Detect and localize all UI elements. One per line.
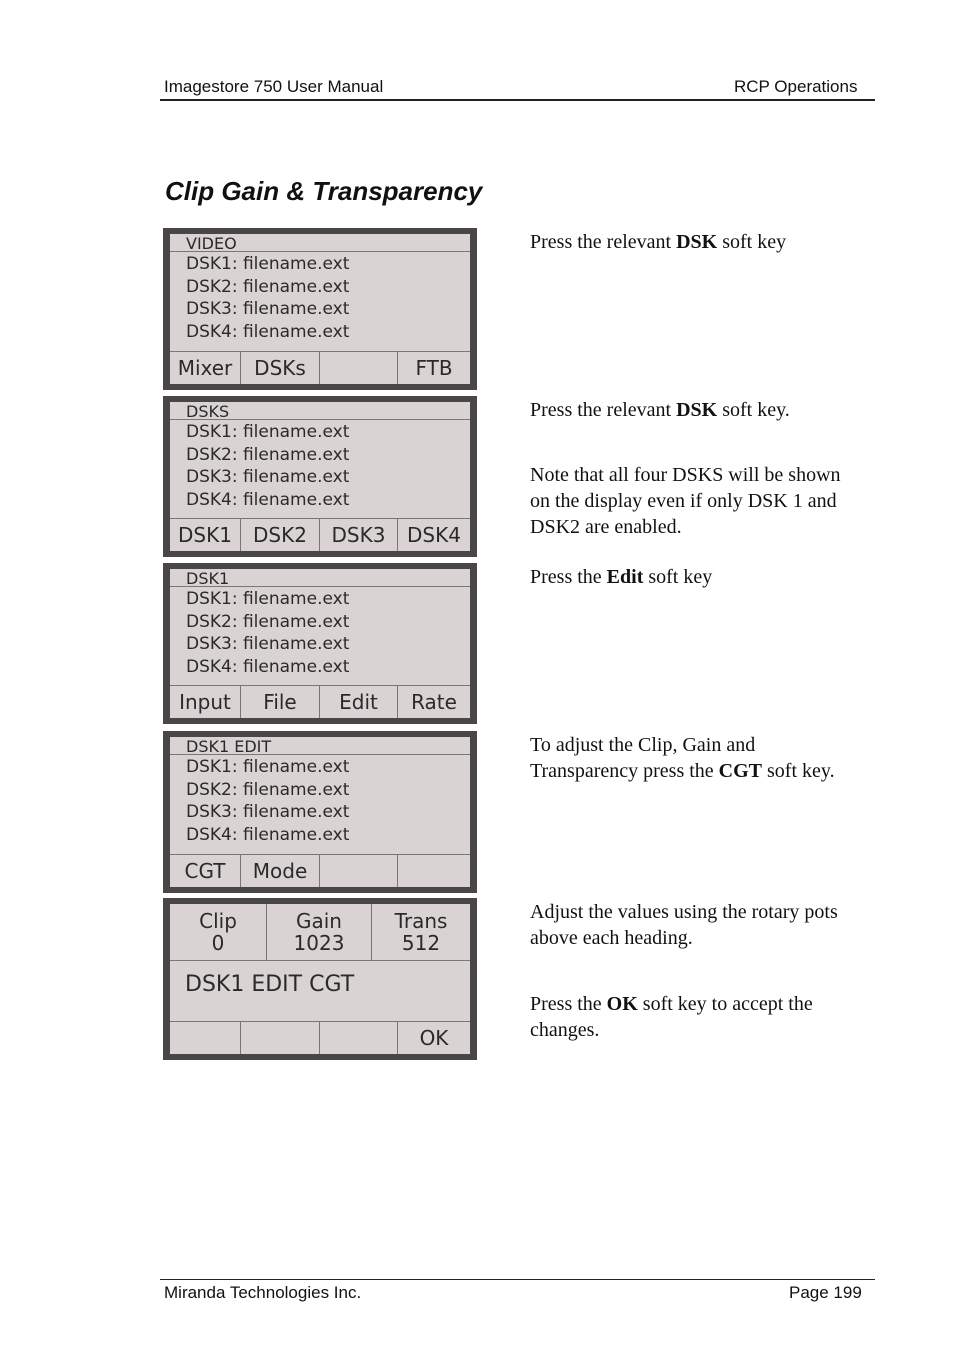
soft-key-blank[interactable] [170, 1022, 241, 1054]
lcd-title: VIDEO [170, 234, 470, 252]
soft-key-blank[interactable] [320, 352, 398, 384]
running-header-title: Imagestore 750 User Manual [164, 77, 384, 96]
clip-pot[interactable] [170, 904, 267, 960]
instruction-note: Note that all four DSKS will be shown on the display even if only DSK 1 and DSK2 are enabled. [530, 464, 841, 538]
lcd-line: DSK2: filename.ext [186, 444, 350, 465]
instruction-1: Press the relevant DSK soft key [530, 231, 787, 253]
lcd-line: DSK1: filename.ext [186, 589, 350, 609]
soft-key-dsk3[interactable]: DSK3 [320, 519, 398, 551]
soft-key-edit[interactable]: Edit [320, 686, 398, 718]
lcd-line: DSK2: filename.ext [186, 276, 350, 297]
lcd-screen [170, 402, 470, 551]
soft-key-dsk2[interactable]: DSK2 [241, 519, 320, 551]
lcd-panel-dsk1 [163, 563, 477, 724]
lcd-line: DSK2: filename.ext [186, 779, 350, 800]
soft-key-dsk4[interactable]: DSK4 [407, 523, 461, 547]
lcd-title: DSK1 [170, 569, 470, 587]
soft-key-row [170, 351, 470, 384]
trans-label: Trans [394, 909, 448, 933]
instruction-2: Press the relevant DSK soft key. [530, 399, 790, 421]
lcd-line: DSK1: filename.ext [186, 757, 350, 777]
soft-key-dsk1[interactable]: DSK1 [170, 519, 241, 551]
lcd-line: DSK3: filename.ext [186, 634, 350, 654]
soft-key-ftb[interactable]: FTB [415, 356, 453, 380]
lcd-panel-video [163, 228, 477, 390]
lcd-panel-cgt [163, 898, 477, 1060]
instruction-6: Press the OK soft key to accept the changes. [530, 993, 813, 1041]
instruction-5: Adjust the values using the rotary pots above each heading. [530, 901, 838, 949]
lcd-line: DSK4: filename.ext [186, 824, 350, 845]
soft-key-dsks[interactable]: DSKs [241, 352, 320, 384]
trans-value: 512 [401, 931, 441, 955]
gain-pot[interactable] [267, 904, 372, 960]
soft-key-input[interactable]: Input [170, 686, 241, 718]
lcd-line: DSK4: filename.ext [186, 656, 350, 677]
soft-key-row [170, 685, 470, 718]
gain-label: Gain [296, 909, 342, 933]
soft-key-row [170, 518, 470, 551]
soft-key-blank[interactable] [320, 1022, 398, 1054]
soft-key-rate[interactable]: Rate [411, 690, 457, 714]
lcd-line: DSK3: filename.ext [186, 467, 350, 487]
footer-page-number: Page 199 [789, 1283, 862, 1302]
soft-key-row [170, 854, 470, 887]
clip-label: Clip [199, 909, 237, 933]
instruction-3: Press the Edit soft key [530, 566, 713, 588]
instruction-4: To adjust the Clip, Gain and Transparency press the CGT soft key. [530, 734, 835, 782]
lcd-line: DSK4: filename.ext [186, 321, 350, 342]
lcd-title: DSKS [170, 402, 470, 420]
lcd-line: DSK3: filename.ext [186, 802, 350, 822]
lcd-line: DSK4: filename.ext [186, 489, 350, 510]
lcd-screen [170, 904, 470, 1054]
lcd-title: DSK1 EDIT CGT [185, 972, 355, 997]
soft-key-mode[interactable]: Mode [241, 855, 320, 887]
header-rule [160, 99, 875, 101]
trans-pot[interactable] [372, 904, 470, 960]
lcd-screen [170, 569, 470, 718]
lcd-lines [186, 421, 349, 511]
lcd-panel-dsks [163, 396, 477, 557]
section-title: Clip Gain & Transparency [165, 176, 483, 206]
cgt-parameter-row [170, 904, 470, 961]
soft-key-blank[interactable] [398, 855, 470, 887]
lcd-line: DSK3: filename.ext [186, 299, 350, 319]
lcd-lines [186, 588, 349, 678]
soft-key-blank[interactable] [320, 855, 398, 887]
running-header-section: RCP Operations [734, 77, 858, 96]
lcd-line: DSK1: filename.ext [186, 254, 350, 274]
lcd-lines [186, 253, 349, 343]
soft-key-blank[interactable] [241, 1022, 320, 1054]
clip-value: 0 [211, 931, 225, 955]
lcd-screen [170, 234, 470, 384]
soft-key-file[interactable]: File [241, 686, 320, 718]
footer-company: Miranda Technologies Inc. [164, 1283, 362, 1302]
lcd-title: DSK1 EDIT [170, 737, 470, 755]
lcd-panel-dsk1-edit [163, 731, 477, 893]
lcd-screen [170, 737, 470, 887]
footer-rule [160, 1279, 875, 1280]
soft-key-cgt[interactable]: CGT [170, 855, 241, 887]
soft-key-mixer[interactable]: Mixer [170, 352, 241, 384]
gain-value: 1023 [293, 931, 345, 955]
soft-key-row [170, 1021, 470, 1054]
lcd-lines [186, 756, 349, 846]
lcd-line: DSK2: filename.ext [186, 611, 350, 632]
lcd-line: DSK1: filename.ext [186, 422, 350, 442]
soft-key-ok[interactable]: OK [419, 1026, 449, 1050]
